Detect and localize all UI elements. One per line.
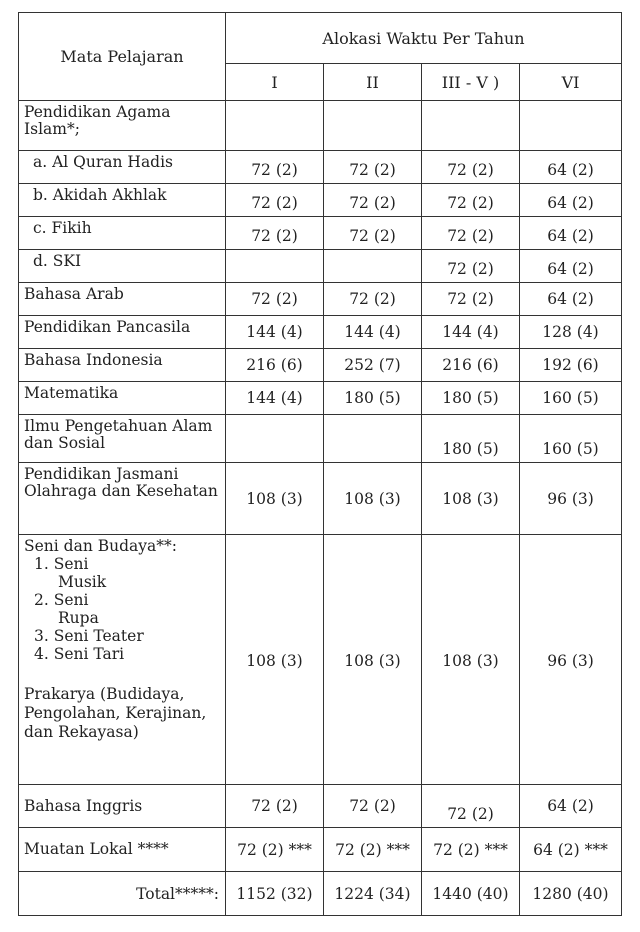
value-cell: 64 (2) bbox=[520, 184, 622, 217]
value-cell: 72 (2) bbox=[422, 151, 520, 184]
value-cell: 96 (3) bbox=[520, 463, 622, 535]
subject-seni-budaya bbox=[19, 535, 226, 788]
prakarya-text: Prakarya (Budidaya, Pengolahan, Kerajinan, dan Rekayasa) bbox=[24, 685, 207, 741]
header-allocation: Alokasi Waktu Per Tahun bbox=[226, 13, 622, 64]
list-item: Musik bbox=[58, 573, 107, 591]
value-cell: 108 (3) bbox=[324, 535, 422, 788]
value-cell: 108 (3) bbox=[422, 463, 520, 535]
value-cell bbox=[520, 101, 622, 151]
list-item: 2. Seni bbox=[34, 591, 89, 609]
value-cell: 180 (5) bbox=[422, 382, 520, 415]
cropped-top-text bbox=[120, 0, 420, 8]
value-cell: 64 (2) bbox=[520, 283, 622, 316]
value-cell: 160 (5) bbox=[520, 382, 622, 415]
value-cell: 160 (5) bbox=[520, 415, 622, 463]
subject-akidah-akhlak: b. Akidah Akhlak bbox=[19, 184, 226, 217]
value-cell: 64 (2) bbox=[520, 217, 622, 250]
value-cell: 72 (2) bbox=[422, 785, 520, 828]
value-cell bbox=[324, 101, 422, 151]
value-cell: 96 (3) bbox=[520, 535, 622, 788]
total-label: Total*****: bbox=[19, 872, 226, 916]
subject-matematika: Matematika bbox=[19, 382, 226, 415]
table-row bbox=[19, 250, 622, 283]
subject-pendidikan-pancasila: Pendidikan Pancasila bbox=[19, 316, 226, 349]
value-cell: 72 (2) *** bbox=[324, 828, 422, 872]
table-row bbox=[19, 283, 622, 316]
value-cell: 72 (2) *** bbox=[422, 828, 520, 872]
total-value: 1280 (40) bbox=[520, 872, 622, 916]
subject-bahasa-arab: Bahasa Arab bbox=[19, 283, 226, 316]
time-allocation-table bbox=[18, 12, 622, 787]
table-row bbox=[19, 217, 622, 250]
total-value: 1224 (34) bbox=[324, 872, 422, 916]
list-item: 4. Seni Tari bbox=[34, 645, 125, 663]
value-cell bbox=[226, 101, 324, 151]
value-cell: 72 (2) bbox=[226, 283, 324, 316]
table-row bbox=[19, 382, 622, 415]
value-cell: 64 (2) *** bbox=[520, 828, 622, 872]
value-cell bbox=[226, 415, 324, 463]
table-row bbox=[19, 785, 622, 828]
value-cell: 64 (2) bbox=[520, 151, 622, 184]
arts-item-list bbox=[24, 555, 220, 663]
value-cell: 180 (5) bbox=[422, 415, 520, 463]
value-cell: 108 (3) bbox=[422, 535, 520, 788]
value-cell: 192 (6) bbox=[520, 349, 622, 382]
table-row-arts bbox=[19, 535, 622, 788]
value-cell: 72 (2) bbox=[226, 184, 324, 217]
value-cell: 72 (2) bbox=[422, 250, 520, 283]
value-cell: 144 (4) bbox=[226, 316, 324, 349]
total-value: 1152 (32) bbox=[226, 872, 324, 916]
value-cell bbox=[422, 101, 520, 151]
subject-bahasa-indonesia: Bahasa Indonesia bbox=[19, 349, 226, 382]
value-cell: 216 (6) bbox=[422, 349, 520, 382]
value-cell bbox=[324, 415, 422, 463]
header-grade-1: I bbox=[226, 64, 324, 101]
header-grade-6: VI bbox=[520, 64, 622, 101]
arts-title: Seni dan Budaya**: bbox=[24, 538, 177, 555]
table-row bbox=[19, 415, 622, 463]
value-cell: 72 (2) bbox=[226, 217, 324, 250]
value-cell: 72 (2) bbox=[226, 785, 324, 828]
value-cell bbox=[324, 250, 422, 283]
subject-pjok: Pendidikan Jasmani Olahraga dan Kesehatan bbox=[19, 463, 226, 535]
list-item: Rupa bbox=[58, 609, 99, 627]
subject-fikih: c. Fikih bbox=[19, 217, 226, 250]
value-cell: 216 (6) bbox=[226, 349, 324, 382]
table-row bbox=[19, 463, 622, 535]
subject-ski: d. SKI bbox=[19, 250, 226, 283]
value-cell bbox=[226, 250, 324, 283]
subject-ipas: Ilmu Pengetahuan Alam dan Sosial bbox=[19, 415, 226, 463]
total-value: 1440 (40) bbox=[422, 872, 520, 916]
value-cell: 72 (2) bbox=[324, 217, 422, 250]
value-cell: 64 (2) bbox=[520, 785, 622, 828]
subject-pendidikan-agama: Pendidikan Agama Islam*; bbox=[19, 101, 226, 151]
value-cell: 144 (4) bbox=[324, 316, 422, 349]
value-cell: 72 (2) bbox=[324, 151, 422, 184]
subject-muatan-lokal: Muatan Lokal **** bbox=[19, 828, 226, 872]
value-cell: 72 (2) bbox=[422, 217, 520, 250]
value-cell: 72 (2) bbox=[422, 184, 520, 217]
value-cell: 108 (3) bbox=[226, 463, 324, 535]
value-cell: 144 (4) bbox=[226, 382, 324, 415]
subject-al-quran-hadis: a. Al Quran Hadis bbox=[19, 151, 226, 184]
subject-bahasa-inggris: Bahasa Inggris bbox=[19, 785, 226, 828]
value-cell: 252 (7) bbox=[324, 349, 422, 382]
table-row bbox=[19, 349, 622, 382]
value-cell: 72 (2) bbox=[422, 283, 520, 316]
value-cell: 144 (4) bbox=[422, 316, 520, 349]
time-allocation-table-continued bbox=[18, 784, 622, 916]
table-row bbox=[19, 316, 622, 349]
table-row bbox=[19, 184, 622, 217]
value-cell: 72 (2) bbox=[324, 283, 422, 316]
table-row bbox=[19, 101, 622, 151]
value-cell: 108 (3) bbox=[324, 463, 422, 535]
value-cell: 180 (5) bbox=[324, 382, 422, 415]
value-cell: 72 (2) bbox=[226, 151, 324, 184]
table-row bbox=[19, 828, 622, 872]
table-row bbox=[19, 151, 622, 184]
value-cell: 72 (2) bbox=[324, 184, 422, 217]
list-item: 1. Seni bbox=[34, 555, 89, 573]
value-cell: 72 (2) bbox=[324, 785, 422, 828]
header-row-top bbox=[19, 13, 622, 64]
total-row bbox=[19, 872, 622, 916]
value-cell: 72 (2) *** bbox=[226, 828, 324, 872]
value-cell: 64 (2) bbox=[520, 250, 622, 283]
value-cell: 128 (4) bbox=[520, 316, 622, 349]
header-subject: Mata Pelajaran bbox=[19, 13, 226, 101]
header-grade-3-5: III - V ) bbox=[422, 64, 520, 101]
header-grade-2: II bbox=[324, 64, 422, 101]
value-cell: 108 (3) bbox=[226, 535, 324, 788]
list-item: 3. Seni Teater bbox=[34, 627, 144, 645]
